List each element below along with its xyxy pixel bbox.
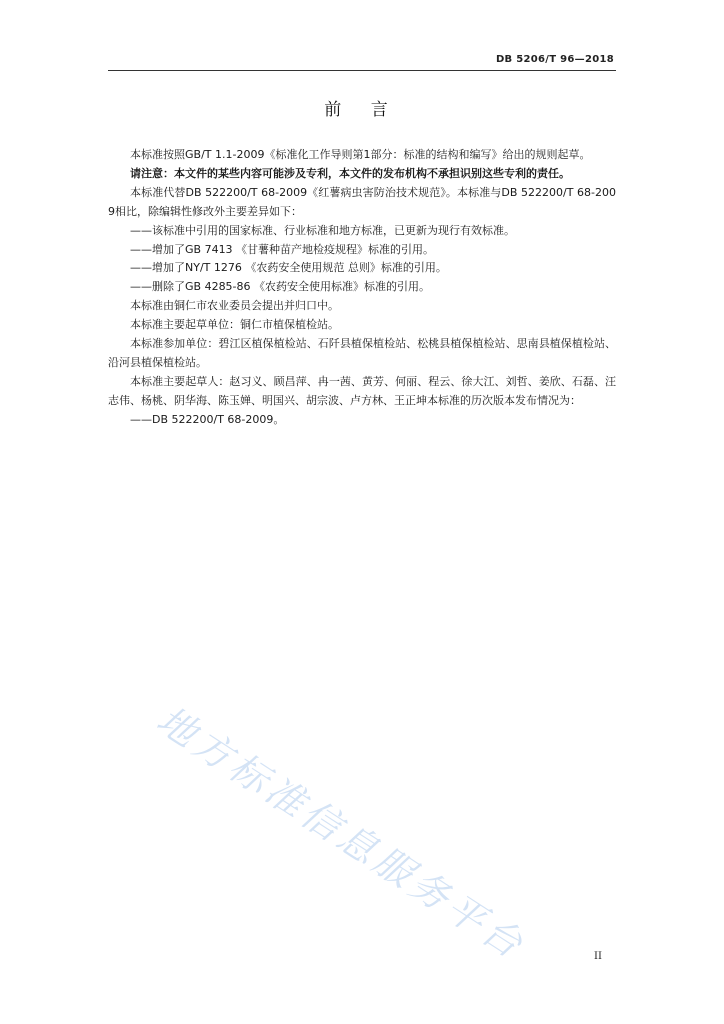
paragraph-change-3: ——增加了NY/T 1276 《农药安全使用规范 总则》标准的引用。 [130, 261, 447, 275]
paragraph-proposer: 本标准由铜仁市农业委员会提出并归口中。 [130, 299, 339, 313]
watermark: 地方标准信息服务平台 [149, 697, 534, 969]
paragraph-change-4: ——删除了GB 4285-86 《农药安全使用标准》标准的引用。 [130, 280, 431, 294]
standard-code: DB 5206/T 96—2018 [495, 54, 614, 65]
page-number: II [594, 951, 602, 962]
paragraph-drafters: 本标准主要起草人：赵习义、顾昌萍、冉一茜、黄芳、何丽、程云、徐大江、刘哲、姜欣、石磊、汪志伟、杨桃、阴华海、陈玉婵、明国兴、胡宗波、卢方林、王正坤本标准的历次版本发布情况为： [108, 374, 616, 407]
paragraph-drafting-rules: 本标准按照GB/T 1.1-2009《标准化工作导则第1部分：标准的结构和编写》给出的规则起草。 [130, 148, 591, 161]
paragraph-main-drafter-unit: 本标准主要起草单位：铜仁市植保植检站。 [130, 318, 339, 332]
header-divider [108, 70, 616, 71]
page-title: 前 言 [324, 100, 400, 120]
paragraph-previous-edition: ——DB 522200/T 68-2009。 [130, 412, 285, 426]
paragraph-change-2: ——增加了GB 7413 《甘薯种苗产地检疫规程》标准的引用。 [130, 242, 435, 256]
foreword-body [108, 146, 616, 430]
paragraph-patent-notice: 请注意：本文件的某些内容可能涉及专利，本文件的发布机构不承担识别这些专利的责任。 [130, 166, 570, 180]
paragraph-participating-units: 本标准参加单位：碧江区植保植检站、石阡县植保植检站、松桃县植保植检站、思南县植保植检站、沿河县植保植检站。 [108, 337, 616, 369]
paragraph-change-1: ——该标准中引用的国家标准、行业标准和地方标准，已更新为现行有效标准。 [130, 223, 515, 237]
paragraph-replacement: 本标准代替DB 522200/T 68-2009《红薯病虫害防治技术规范》。本标准与DB 522200/T 68-2009相比，除编辑性修改外主要差异如下： [108, 185, 616, 218]
